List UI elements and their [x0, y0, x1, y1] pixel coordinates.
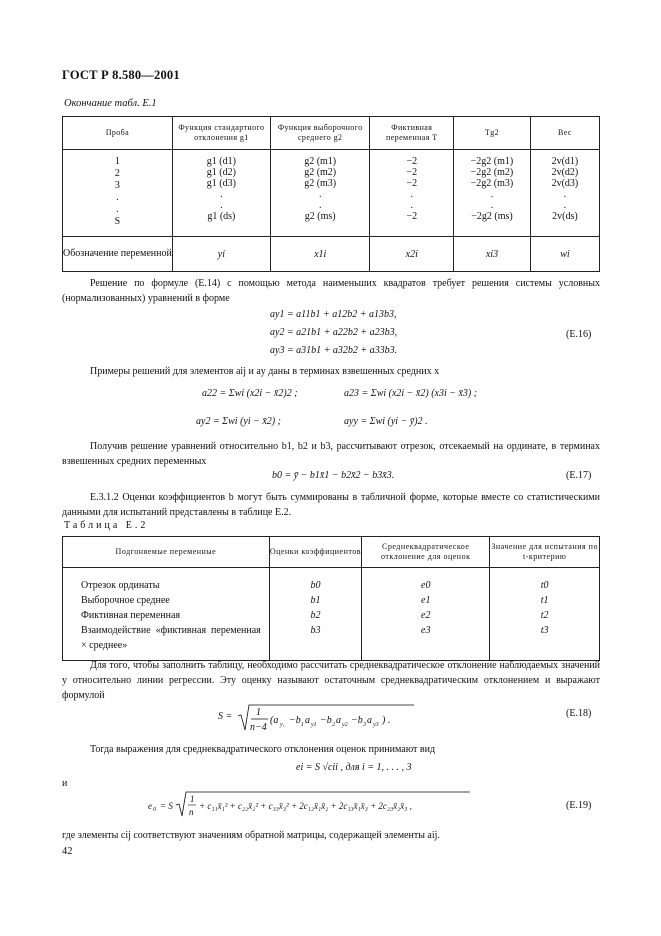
table-cell: −2	[406, 156, 418, 167]
table1-footer-cell: wi	[530, 237, 599, 272]
equation-number-e18: (Е.18)	[566, 708, 592, 719]
svg-text:y3: y3	[373, 722, 379, 728]
svg-text:−b: −b	[320, 715, 332, 726]
table-cell: −2	[406, 178, 418, 189]
table1-header-col3: Фиктивная переменная T	[370, 117, 454, 150]
table1-col3-cell	[370, 150, 454, 237]
svg-text:a: a	[336, 715, 341, 726]
table-cell: t1	[540, 595, 549, 606]
table1-header-row	[63, 117, 600, 150]
table-cell: .	[318, 189, 322, 200]
table2-ttest-cell	[490, 568, 600, 661]
svg-text:S =: S =	[218, 711, 233, 722]
equation-number-e16: (Е.16)	[566, 329, 592, 340]
svg-text:−b: −b	[351, 715, 363, 726]
table-cell: 2v(d2)	[551, 167, 579, 178]
svg-text:) .: ) .	[382, 715, 391, 726]
svg-text:= S: = S	[160, 801, 173, 811]
table-cell: b0	[310, 580, 321, 591]
equation-e16	[270, 306, 397, 360]
svg-text:0: 0	[153, 807, 156, 813]
table-cell: Отрезок ординаты	[81, 580, 160, 591]
table1-caption: Окончание табл. Е.1	[64, 98, 157, 109]
table1-col2-cell	[270, 150, 370, 237]
table2-variables-cell	[63, 568, 270, 661]
table-cell: t0	[540, 580, 549, 591]
table1-header-col1: Функция стандартного отклонения g1	[172, 117, 270, 150]
table-cell: e0	[421, 580, 431, 591]
table1-col0-cell	[63, 150, 173, 237]
table2	[62, 536, 600, 661]
svg-text:1: 1	[256, 707, 261, 718]
table-cell: .	[220, 200, 223, 211]
table-cell: .	[116, 204, 119, 215]
table-cell: 2	[114, 168, 120, 179]
table1-footer-cell: yi	[172, 237, 270, 272]
table-cell: 3	[114, 180, 120, 191]
paragraph-6: Тогда выражения для среднеквадратического отклонения оценок принимают вид	[90, 744, 436, 755]
svg-text:3: 3	[363, 722, 366, 728]
table-cell: −2	[406, 167, 418, 178]
table-cell: e1	[421, 595, 431, 606]
table1-footer-cell: x1i	[270, 237, 370, 272]
paragraph-3: Получив решение уравнений относительно b1, b2 и b3, рассчитывают отрезок, отсекаемый на ординате, в терминах взвешенных средних переменных	[62, 441, 600, 467]
paragraph-4: Е.3.1.2 Оценки коэффициентов b могут быть суммированы в табличной форме, которые вместе со статистическими данными для испытаний представлены в таблице Е.2.	[62, 492, 600, 518]
table-cell: b1	[310, 595, 321, 606]
table2-header-col0: Подгоняемые переменные	[63, 537, 270, 568]
equation-line: ay2 = a21b1 + a22b2 + a23b3,	[270, 327, 398, 338]
table1-header-col2: Функция выборочного среднего g2	[270, 117, 370, 150]
table-cell: Взаимодействие «фиктивная переменная × среднее»	[81, 625, 261, 651]
table1-header-col4: Tg2	[454, 117, 531, 150]
table2-header-row	[63, 537, 600, 568]
svg-text:a: a	[305, 715, 310, 726]
paragraph-5: Для того, чтобы заполнить таблицу, необходимо рассчитать среднеквадратическое отклонение наблюдаемых значений y относительно линии регрессии. Эту оценку называют остаточным среднеквадратическим отклонением и выражают формулой	[62, 660, 600, 701]
svg-text:1: 1	[301, 722, 304, 728]
table1	[62, 116, 600, 272]
table1-col5-cell	[530, 150, 599, 237]
equation-ayy: ayy = Σwi (yi − ȳ)2 .	[344, 416, 428, 427]
equation-line: ay1 = a11b1 + a12b2 + a13b3,	[270, 309, 397, 320]
table-cell: b2	[310, 610, 321, 621]
table-cell: .	[318, 200, 322, 211]
table2-header-col3: Значение для испытания по t-критерию	[490, 537, 600, 568]
table2-stddev-cell	[362, 568, 490, 661]
table-cell: −2g2 (m3)	[470, 178, 514, 189]
table1-footer-cell: x2i	[370, 237, 454, 272]
table1-footer-row	[63, 237, 600, 272]
table-cell: S	[114, 216, 121, 227]
table1-header-col5: Вес	[530, 117, 599, 150]
svg-text:+ c₁₁x̄₁² + c₂₂x̄₂² + c₃₃x̄₃²: + c₁₁x̄₁² + c₂₂x̄₂² + c₃₃x̄₃² + 2c₁₂x̄₁x̄₂ + 2c₁₃x̄₁x̄₃ + 2c₂₃x̄₂x̄₃ ,	[199, 801, 412, 811]
table1-col4-cell	[454, 150, 531, 237]
table2-coefficients-cell	[269, 568, 361, 661]
conjunction-and: и	[62, 778, 68, 789]
equation-e18	[218, 702, 418, 734]
equation-ei: ei = S √cii , для i = 1, . . . , 3	[296, 762, 412, 773]
table2-header-col1: Оценки коэффициентов	[269, 537, 361, 568]
table-cell: e2	[421, 610, 431, 621]
table1-header-col0: Проба	[63, 117, 173, 150]
svg-text:n: n	[189, 807, 194, 817]
equation-ay2: ay2 = Σwi (yi − x̄2) ;	[196, 416, 281, 427]
table-cell: −2g2 (m1)	[470, 156, 514, 167]
table-cell: e3	[421, 625, 431, 636]
table1-footer-cell: xi3	[454, 237, 531, 272]
svg-text:2: 2	[332, 722, 335, 728]
equation-a23: a23 = Σwi (x2i − x̄2) (x3i − x̄3) ;	[344, 388, 478, 399]
table-cell: .	[490, 200, 494, 211]
paragraph-7: где элементы cij соответствуют значениям обратной матрицы, содержащей элементы aij.	[62, 830, 440, 841]
table-cell: g1 (d2)	[206, 167, 236, 178]
table-cell: g2 (ms)	[304, 211, 336, 222]
svg-text:(a: (a	[270, 715, 279, 726]
equation-e17: b0 = ȳ − b1x̄1 − b2x̄2 − b3x̄3.	[272, 470, 395, 481]
document-header: ГОСТ Р 8.580—2001	[62, 68, 180, 82]
table-cell: Фиктивная переменная	[81, 610, 181, 621]
svg-text:y₁: y₁	[280, 722, 285, 728]
table-cell: g2 (m3)	[304, 178, 337, 189]
table-cell: −2g2 (ms)	[471, 211, 513, 222]
table-cell: 1	[114, 156, 120, 167]
paragraph-2: Примеры решений для элементов aij и ay даны в терминах взвешенных средних x	[90, 366, 440, 377]
table-cell: Выборочное среднее	[81, 595, 170, 606]
table-cell: 2v(ds)	[552, 211, 578, 222]
page-number: 42	[62, 846, 73, 857]
svg-text:y1: y1	[311, 722, 317, 728]
table-cell: t3	[540, 625, 549, 636]
table-cell: .	[410, 200, 414, 211]
table1-col1-cell	[172, 150, 270, 237]
table-cell: .	[116, 192, 119, 203]
table-cell: .	[220, 189, 223, 200]
table-cell: .	[410, 189, 414, 200]
table-cell: b3	[310, 625, 321, 636]
table-cell: g1 (ds)	[207, 211, 236, 222]
svg-text:a: a	[367, 715, 372, 726]
table2-body-row	[63, 568, 600, 661]
svg-text:y2: y2	[342, 722, 348, 728]
table-cell: g1 (d1)	[206, 156, 236, 167]
equation-line: ay3 = a31b1 + a32b2 + a33b3.	[270, 345, 398, 356]
table1-footer-label: Обозначение переменной	[63, 237, 173, 272]
table-cell: .	[563, 200, 567, 211]
table-cell: .	[563, 189, 567, 200]
table-cell: g2 (m1)	[304, 156, 337, 167]
table1-body-row	[63, 150, 600, 237]
table2-header-col2: Среднеквадратическое отклонение для оценок	[362, 537, 490, 568]
equation-number-e19: (Е.19)	[566, 800, 592, 811]
table-cell: 2v(d3)	[551, 178, 579, 189]
svg-text:n−4: n−4	[250, 722, 267, 733]
equation-a22: a22 = Σwi (x2i − x̄2)2 ;	[202, 388, 298, 399]
equation-e19	[148, 790, 478, 820]
table-cell: g2 (m2)	[304, 167, 337, 178]
equation-number-e17: (Е.17)	[566, 470, 592, 481]
table-cell: −2	[406, 211, 418, 222]
table-cell: 2v(d1)	[551, 156, 579, 167]
table-cell: −2g2 (m2)	[470, 167, 514, 178]
table2-caption: Таблица Е.2	[64, 520, 149, 531]
svg-text:−b: −b	[289, 715, 301, 726]
svg-text:e: e	[148, 801, 152, 811]
table-cell: .	[490, 189, 494, 200]
table-cell: g1 (d3)	[206, 178, 236, 189]
table-cell: t2	[540, 610, 549, 621]
paragraph-1: Решение по формуле (Е.14) с помощью метода наименьших квадратов требует решения системы условных (нормализованных) уравнений в форме	[62, 278, 600, 304]
svg-text:1: 1	[190, 794, 195, 804]
